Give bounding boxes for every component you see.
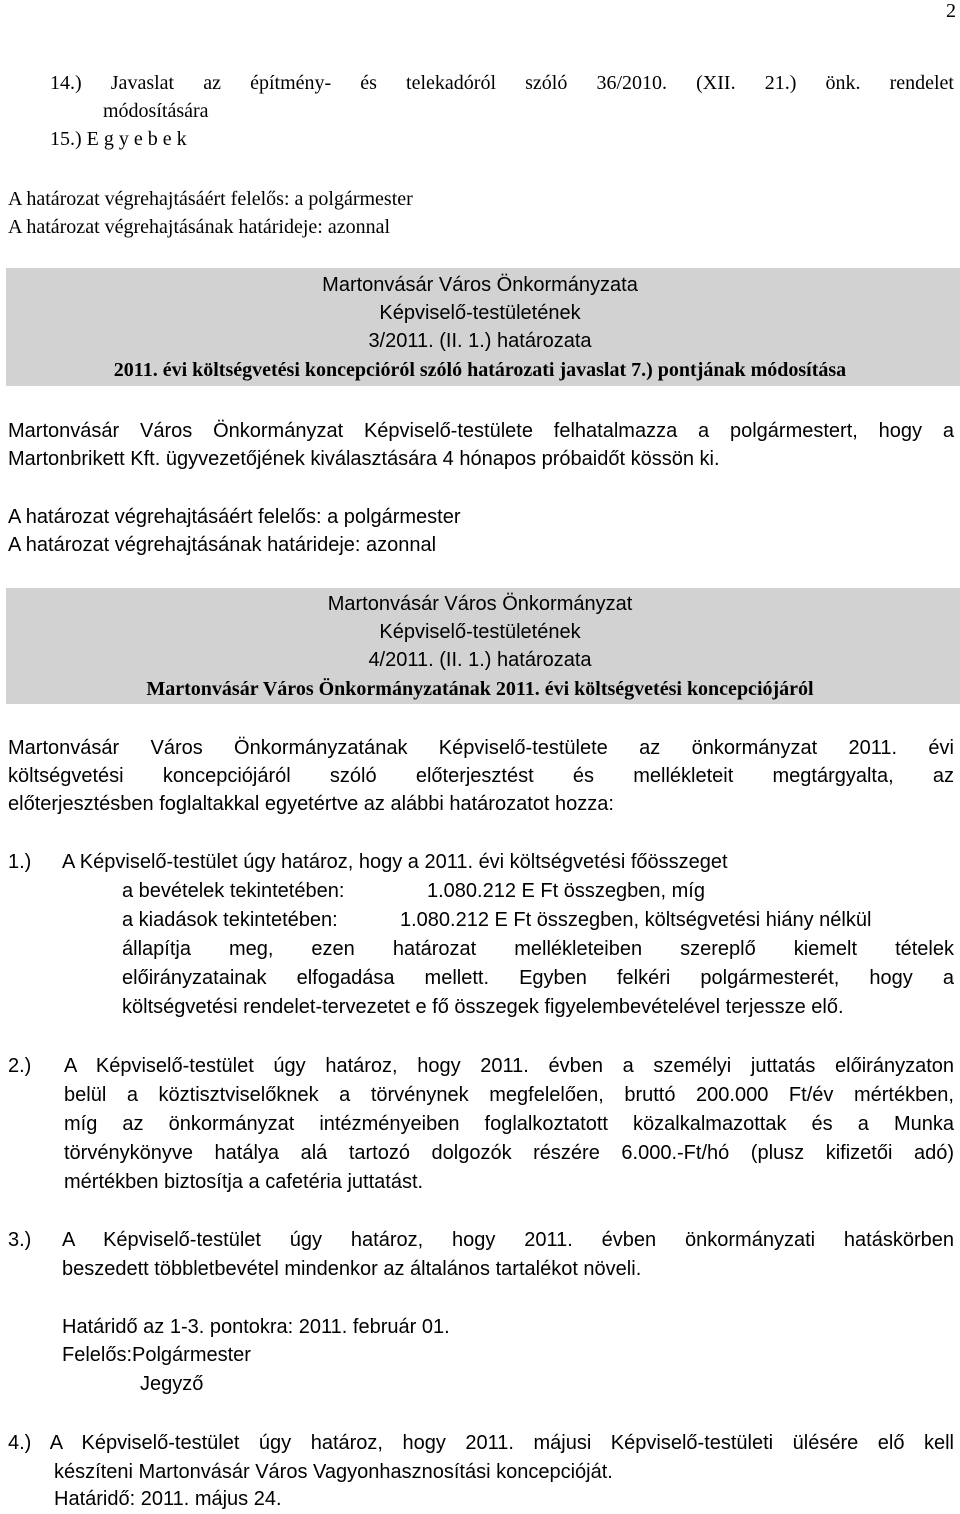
resolution-3-subject: 2011. évi költségvetési koncepcióról szóló határozati javaslat 7.) pontjának módosítása bbox=[113, 359, 847, 381]
resolution-4-intro-line2: költségvetési koncepciójáról szóló előterjesztést és mellékleteit megtárgyalta, az bbox=[8, 765, 954, 787]
resolution-3-deadline: A határozat végrehajtásának határideje: azonnal bbox=[8, 534, 437, 556]
point-2-line2: belül a köztisztviselőknek a törvénynek megfelelően, bruttó 200.000 Ft/év mértékben, bbox=[64, 1084, 954, 1106]
resolution-3-number: 3/2011. (II. 1.) határozata bbox=[368, 330, 592, 352]
agenda-item-14-line2: módosítására bbox=[103, 100, 209, 122]
resolution-4-intro-line1: Martonvásár Város Önkormányzatának Képviselő-testülete az önkormányzat 2011. évi bbox=[8, 737, 954, 759]
page-number: 2 bbox=[946, 0, 956, 22]
point-1-revenue-value: 1.080.212 E Ft összegben, míg bbox=[427, 880, 705, 902]
point-1-line1: A Képviselő-testület úgy határoz, hogy a 2011. évi költségvetési főösszeget bbox=[62, 851, 728, 873]
point-4-line1: 4.) A Képviselő-testület úgy határoz, hogy 2011. májusi Képviselő-testületi ülésére elő kell bbox=[8, 1432, 954, 1454]
point-1-line5: előirányzatainak elfogadása mellett. Egyben felkéri polgármesterét, hogy a bbox=[122, 967, 954, 989]
deadline-line: A határozat végrehajtásának határideje: azonnal bbox=[8, 216, 391, 238]
point-2-number: 2.) bbox=[8, 1055, 32, 1077]
point-3-line1: A Képviselő-testület úgy határoz, hogy 2011. évben önkormányzati hatáskörben bbox=[62, 1229, 954, 1251]
responsible-line: A határozat végrehajtásáért felelős: a polgármester bbox=[8, 188, 413, 210]
resolution-3-body: Martonvásár Város Önkormányzata bbox=[322, 274, 638, 296]
point-2-line3: míg az önkormányzat intézményeiben foglalkoztatott közalkalmazottak és a Munka bbox=[64, 1113, 954, 1135]
point-2-line4: törvénykönyve hatálya alá tartozó dolgozók részére 6.000.-Ft/hó (plusz kifizetői adó) bbox=[64, 1142, 954, 1164]
point-2-line5: mértékben biztosítja a cafetéria juttatást. bbox=[64, 1171, 424, 1193]
point-3-line2: beszedett többletbevétel mindenkor az általános tartalékot növeli. bbox=[62, 1258, 642, 1280]
agenda-item-15: 15.) E g y e b e k bbox=[50, 128, 187, 150]
point-3-number: 3.) bbox=[8, 1229, 32, 1251]
point-1-line6: költségvetési rendelet-tervezetet e fő összegek figyelembevételével terjessze elő. bbox=[122, 996, 844, 1018]
resolution-3-board: Képviselő-testületének bbox=[379, 302, 581, 324]
resolution-4-intro-line3: előterjesztésben foglaltakkal egyetértve az alábbi határozatot hozza: bbox=[8, 793, 614, 815]
resolution-3-text-line1: Martonvásár Város Önkormányzat Képviselő-testülete felhatalmazza a polgármestert, hogy a bbox=[8, 420, 954, 442]
point-1-revenue-label: a bevételek tekintetében: bbox=[122, 880, 345, 902]
point-1-line4: állapítja meg, ezen határozat mellékleteiben szereplő kiemelt tételek bbox=[122, 938, 954, 960]
point-1-number: 1.) bbox=[8, 851, 32, 873]
resolution-4-deadline: Határidő az 1-3. pontokra: 2011. február 01. bbox=[62, 1316, 450, 1338]
point-1-expense-label: a kiadások tekintetében: bbox=[122, 909, 338, 931]
resolution-3-text-line2: Martonbrikett Kft. ügyvezetőjének kiválasztására 4 hónapos próbaidőt kössön ki. bbox=[8, 448, 720, 470]
resolution-3-responsible: A határozat végrehajtásáért felelős: a polgármester bbox=[8, 506, 461, 528]
point-2-line1: A Képviselő-testület úgy határoz, hogy 2011. évben a személyi juttatás előirányzaton bbox=[64, 1055, 954, 1077]
point-4-deadline: Határidő: 2011. május 24. bbox=[54, 1488, 282, 1510]
agenda-item-14-line1: 14.) Javaslat az építmény- és telekadóról szóló 36/2010. (XII. 21.) önk. rendelet bbox=[50, 72, 954, 94]
resolution-4-body: Martonvásár Város Önkormányzat bbox=[327, 593, 633, 615]
resolution-4-responsible: Felelős:Polgármester bbox=[62, 1344, 251, 1366]
point-1-expense-value: 1.080.212 E Ft összegben, költségvetési hiány nélkül bbox=[400, 909, 872, 931]
point-4-line2: készíteni Martonvásár Város Vagyonhasznosítási koncepcióját. bbox=[54, 1461, 613, 1483]
resolution-4-board: Képviselő-testületének bbox=[379, 621, 581, 643]
resolution-4-responsible-2: Jegyző bbox=[140, 1373, 204, 1395]
resolution-4-subject: Martonvásár Város Önkormányzatának 2011. évi költségvetési koncepciójáról bbox=[146, 678, 814, 700]
resolution-4-number: 4/2011. (II. 1.) határozata bbox=[368, 649, 592, 671]
